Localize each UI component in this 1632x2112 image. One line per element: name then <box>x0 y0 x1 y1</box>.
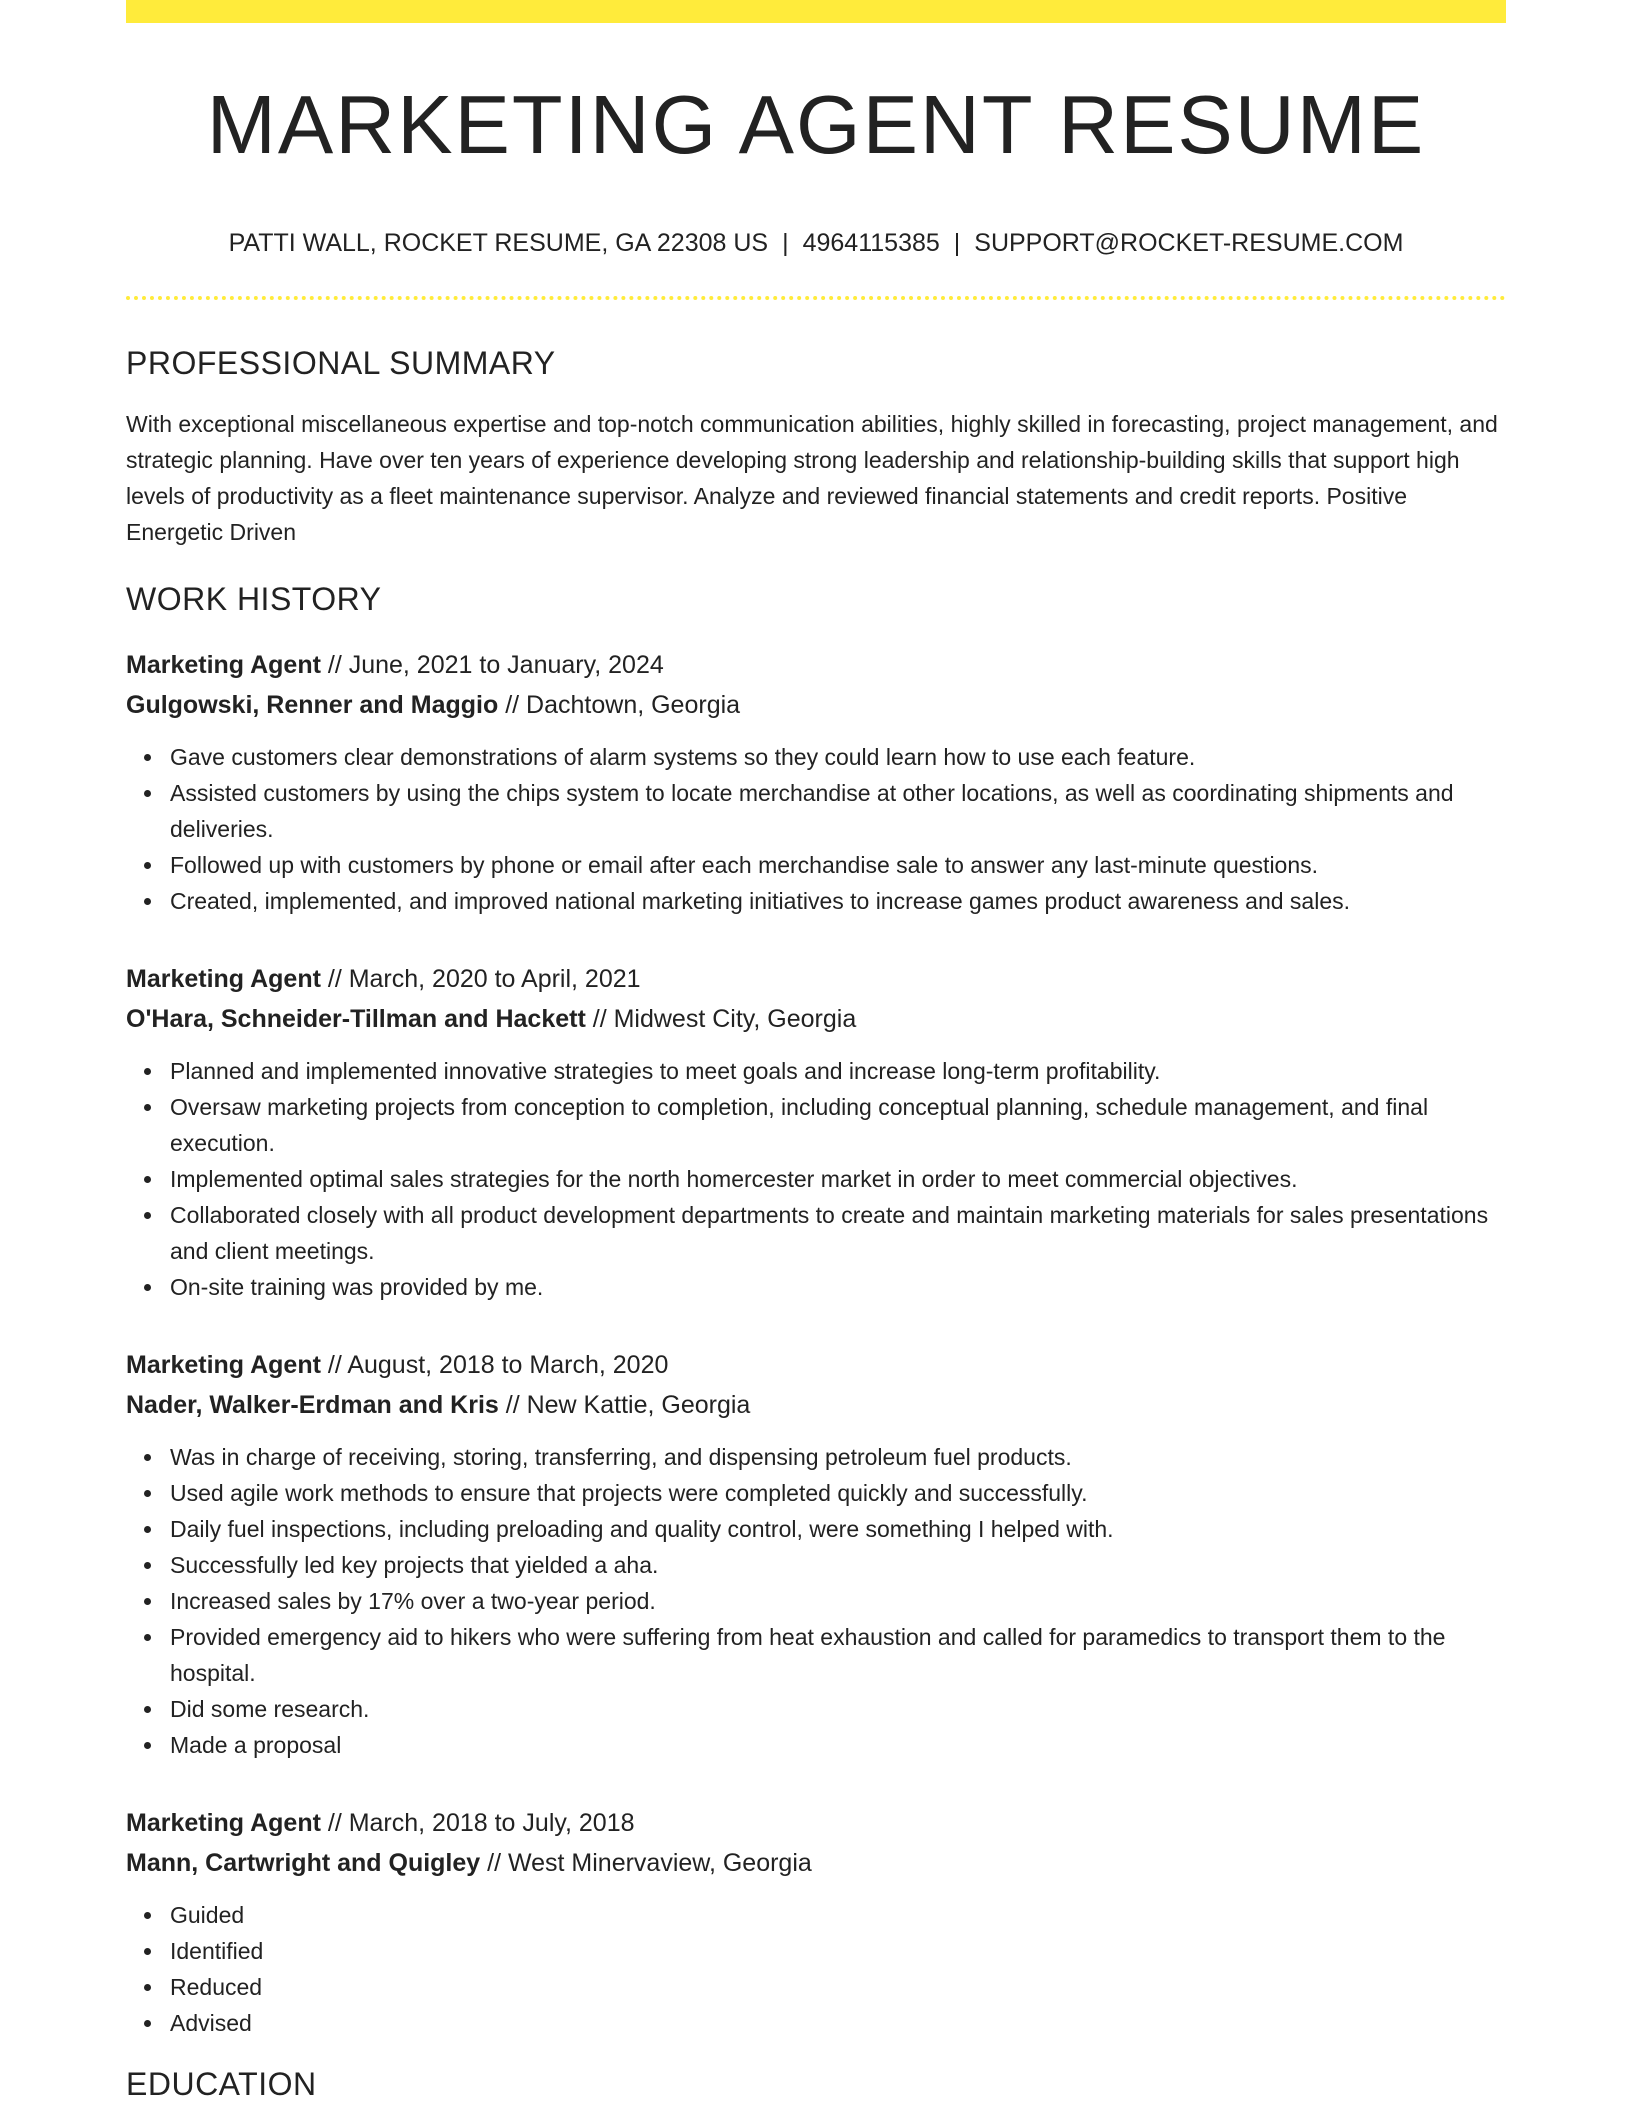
job-bullets <box>126 1897 1506 2041</box>
job-bullet: Oversaw marketing projects from conception to completion, including conceptual planning, schedule management, and final execution. <box>170 1089 1506 1161</box>
job-bullet: Did some research. <box>170 1691 1506 1727</box>
job-bullet: Reduced <box>170 1969 1506 2005</box>
work-history-list <box>126 645 1506 2041</box>
education-heading: EDUCATION <box>126 2065 317 2102</box>
job-entry <box>126 1345 1506 1763</box>
job-dates: // June, 2021 to January, 2024 <box>320 650 664 679</box>
job-entry <box>126 959 1506 1305</box>
job-bullets <box>126 739 1506 919</box>
contact-separator: | <box>953 229 961 257</box>
job-entry <box>126 645 1506 919</box>
job-bullet: On-site training was provided by me. <box>170 1269 1506 1305</box>
job-title: Marketing Agent <box>126 1350 321 1379</box>
job-location: // Midwest City, Georgia <box>585 1004 857 1033</box>
job-location: // West Minervaview, Georgia <box>480 1848 812 1877</box>
job-title-line <box>126 959 1506 999</box>
job-title: Marketing Agent <box>126 650 321 679</box>
contact-separator: | <box>782 229 789 257</box>
job-title-line <box>126 1345 1506 1385</box>
contact-phone: 4964115385 <box>802 229 940 257</box>
contact-address: PATTI WALL, ROCKET RESUME, GA 22308 US <box>228 229 769 257</box>
job-company-line <box>126 1843 1506 1883</box>
resume-title: MARKETING AGENT RESUME <box>206 78 1426 171</box>
job-title-line <box>126 645 1506 685</box>
job-bullet: Advised <box>170 2005 1506 2041</box>
job-bullet: Made a proposal <box>170 1727 1506 1763</box>
job-bullets <box>126 1439 1506 1763</box>
job-bullets <box>126 1053 1506 1305</box>
job-bullet: Successfully led key projects that yielded a aha. <box>170 1547 1506 1583</box>
job-bullet: Planned and implemented innovative strategies to meet goals and increase long-term profitability. <box>170 1053 1506 1089</box>
job-bullet: Provided emergency aid to hikers who were suffering from heat exhaustion and called for paramedics to transport them to the hospital. <box>170 1619 1506 1691</box>
top-accent-bar <box>126 0 1506 23</box>
job-company-line <box>126 1385 1506 1425</box>
job-company-line <box>126 685 1506 725</box>
job-dates: // March, 2018 to July, 2018 <box>320 1808 635 1837</box>
job-bullet: Daily fuel inspections, including preloading and quality control, were something I helped with. <box>170 1511 1506 1547</box>
job-company: Mann, Cartwright and Quigley <box>126 1848 481 1877</box>
job-company: Gulgowski, Renner and Maggio <box>126 690 499 719</box>
summary-heading: PROFESSIONAL SUMMARY <box>126 345 556 381</box>
job-title: Marketing Agent <box>126 1808 321 1837</box>
job-bullet: Was in charge of receiving, storing, transferring, and dispensing petroleum fuel products. <box>170 1439 1506 1475</box>
contact-email: SUPPORT@ROCKET-RESUME.COM <box>974 229 1404 257</box>
job-bullet: Collaborated closely with all product development departments to create and maintain marketing materials for sales presentations and client meetings. <box>170 1197 1506 1269</box>
job-bullet: Used agile work methods to ensure that projects were completed quickly and successfully. <box>170 1475 1506 1511</box>
header-divider <box>126 296 1506 300</box>
job-bullet: Followed up with customers by phone or email after each merchandise sale to answer any last-minute questions. <box>170 847 1506 883</box>
job-bullet: Guided <box>170 1897 1506 1933</box>
work-history-heading: WORK HISTORY <box>126 581 382 618</box>
job-company: Nader, Walker-Erdman and Kris <box>126 1390 499 1419</box>
contact-line <box>126 228 1506 258</box>
job-location: // Dachtown, Georgia <box>498 690 741 719</box>
job-bullet: Implemented optimal sales strategies for the north homercester market in order to meet commercial objectives. <box>170 1161 1506 1197</box>
job-title-line <box>126 1803 1506 1843</box>
job-entry <box>126 1803 1506 2041</box>
job-dates: // August, 2018 to March, 2020 <box>320 1350 669 1379</box>
job-bullet: Created, implemented, and improved national marketing initiatives to increase games product awareness and sales. <box>170 883 1506 919</box>
summary-text: With exceptional miscellaneous expertise and top-notch communication abilities, highly skilled in forecasting, project management, and strategic planning. Have over ten years of experience developing strong leadership and relationship-building skills that support high levels of productivity as a fleet maintenance supervisor. Analyze and reviewed financial statements and credit reports. Positive Energetic Driven <box>126 411 1498 546</box>
job-title: Marketing Agent <box>126 964 321 993</box>
job-company: O'Hara, Schneider-Tillman and Hackett <box>126 1004 586 1033</box>
job-bullet: Increased sales by 17% over a two-year period. <box>170 1583 1506 1619</box>
job-bullet: Assisted customers by using the chips system to locate merchandise at other locations, as well as coordinating shipments and deliveries. <box>170 775 1506 847</box>
job-company-line <box>126 999 1506 1039</box>
job-location: // New Kattie, Georgia <box>498 1390 751 1419</box>
job-bullet: Identified <box>170 1933 1506 1969</box>
job-dates: // March, 2020 to April, 2021 <box>320 964 641 993</box>
job-bullet: Gave customers clear demonstrations of alarm systems so they could learn how to use each feature. <box>170 739 1506 775</box>
